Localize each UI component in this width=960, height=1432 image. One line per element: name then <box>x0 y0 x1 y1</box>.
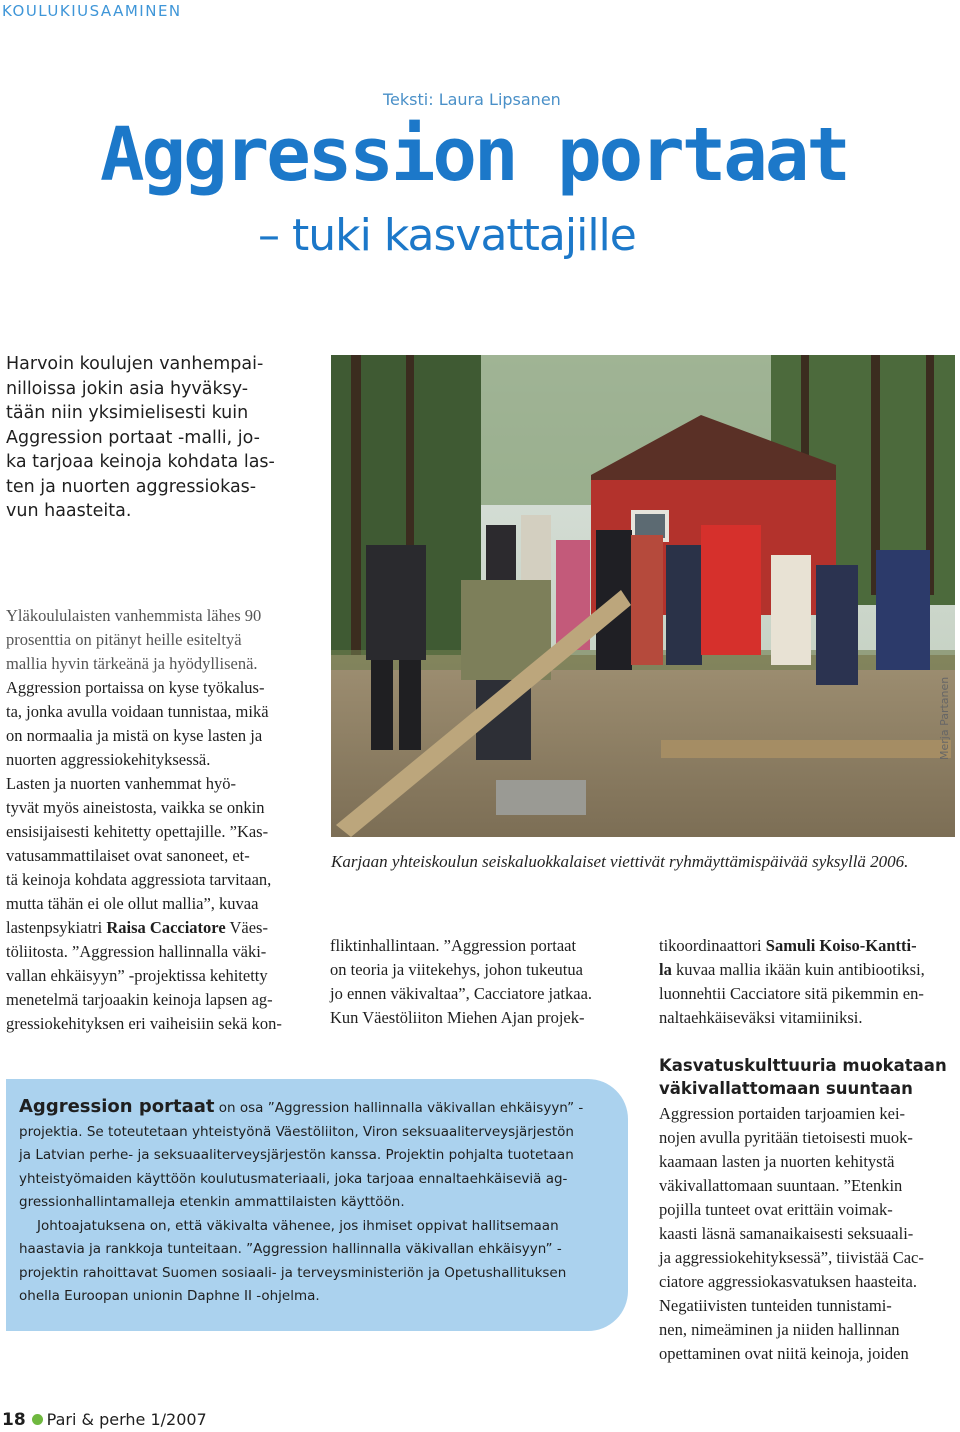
body-line: vatusammattilaiset ovat sanoneet, et- <box>6 846 250 865</box>
body-line: töliitosta. ”Aggression hallinnalla väki- <box>6 942 267 961</box>
body-line: nen, nimeäminen ja niiden hallinnan <box>659 1320 900 1339</box>
body-line: Negatiivisten tunteiden tunnistami- <box>659 1296 892 1315</box>
body-line: ciatore aggressiokasvatuksen haasteita. <box>659 1272 917 1291</box>
body-line: Yläkoululaisten vanhemmista lähes 90 <box>6 606 262 625</box>
body-line: kaamaan lasten ja nuorten kehitystä <box>659 1152 895 1171</box>
subheading-line: Kasvatuskulttuuria muokataan <box>659 1056 947 1075</box>
magazine-issue: Pari & perhe 1/2007 <box>46 1410 207 1429</box>
info-text: on osa ”Aggression hallinnalla väkivallan ehkäisyyn” - <box>218 1100 584 1116</box>
body-line <box>6 916 282 940</box>
info-line: yhteistyömaiden käyttöön koulutusmateriaali, joka tarjoaa ennaltaehkäiseviä ag- <box>19 1170 568 1187</box>
info-line: haastavia ja rankkoja tunteitaan. ”Aggression hallinnalla väkivallan ehkäisyyn” - <box>19 1241 562 1257</box>
body-line <box>659 958 925 982</box>
section-tag: KOULUKIUSAAMINEN <box>2 2 182 20</box>
info-line: ja Latvian perhe- ja seksuaaliterveysjärjestön kanssa. Projektin pohjalta tuotetaan <box>19 1147 574 1163</box>
info-box-heading: Aggression portaat <box>19 1096 215 1117</box>
body-line: naltaehkäiseväksi vitamiiniksi. <box>659 1008 863 1027</box>
body-line: väkivallattomaan suuntaan. ”Etenkin <box>659 1176 903 1195</box>
page-number: 18 <box>2 1410 26 1430</box>
body-line: Lasten ja nuorten vanhemmat hyö- <box>6 774 237 793</box>
info-line: Johtoajatuksena on, että väkivalta vähenee, jos ihmiset oppivat hallitsemaan <box>37 1217 559 1234</box>
body-line: tyvät myös aineistosta, vaikka se onkin <box>6 798 265 817</box>
info-box-text <box>19 1095 583 1309</box>
body-line: ta, jonka avulla voidaan tunnistaa, mikä <box>6 702 269 721</box>
body-line: on normaalia ja mistä on kyse lasten ja <box>6 726 263 745</box>
body-line: tä keinoja kohdata aggressiota tarvitaan, <box>6 870 272 889</box>
info-line <box>19 1095 583 1121</box>
lead-paragraph <box>6 352 306 524</box>
lead-line: Aggression portaat -malli, jo- <box>6 427 260 448</box>
lead-line: Harvoin koulujen vanhempai- <box>6 354 264 374</box>
lead-line: nilloissa jokin asia hyväksy- <box>6 378 249 399</box>
body-line: prosenttia on pitänyt heille esiteltyä <box>6 630 242 649</box>
body-line: vallan ehkäisyyn” -projektissa kehitetty <box>6 966 268 985</box>
green-dot-icon <box>32 1414 43 1425</box>
body-line <box>659 934 925 958</box>
body-line: ja aggressiokehityksessä”, tiivistää Cac- <box>659 1248 924 1267</box>
body-line: menetelmä tarjoaakin keinoja lapsen ag- <box>6 990 273 1009</box>
section-subheading <box>659 1054 947 1100</box>
body-text: kuvaa mallia ikään kuin antibiootiksi, <box>675 960 925 979</box>
body-line: nuorten aggressiokehityksessä. <box>6 750 211 769</box>
lead-line: ten ja nuorten aggressiokas- <box>6 476 257 497</box>
body-text: lastenpsykiatri <box>6 918 103 937</box>
body-line: kaasti läsnä samanaikaisesti seksuaali- <box>659 1224 914 1243</box>
subheading-line: väkivallattomaan suuntaan <box>659 1079 913 1098</box>
body-text: tikoordinaattori <box>659 936 762 955</box>
lead-line: vun haasteita. <box>6 501 132 521</box>
body-line: Aggression portaissa on kyse työkalus- <box>6 678 265 697</box>
body-text: Väes- <box>229 918 268 937</box>
photo-credit: Merja Partanen <box>938 676 951 760</box>
info-line: ohella Euroopan unionin Daphne II -ohjelma. <box>19 1288 320 1304</box>
body-line: jo ennen väkivaltaa”, Cacciatore jatkaa. <box>330 984 593 1003</box>
page-footer <box>2 1410 207 1430</box>
info-line: projektin rahoittavat Suomen sosiaali- ja terveysministeriön ja Opetushallituksen <box>19 1264 567 1281</box>
info-line: gressionhallintamalleja etenkin ammattilaisten käyttöön. <box>19 1194 405 1210</box>
body-line: opettaminen ovat niitä keinoja, joiden <box>659 1344 909 1363</box>
group-photo <box>331 355 955 837</box>
person-name: Samuli Koiso-Kantti- <box>765 936 917 955</box>
body-column-3 <box>659 934 925 1030</box>
body-line: luonnehtii Cacciatore sitä pikemmin en- <box>659 984 924 1003</box>
person-name: la <box>659 960 672 979</box>
body-line: fliktinhallintaan. ”Aggression portaat <box>330 936 577 955</box>
body-line: gressiokehityksen eri vaiheisiin sekä kon- <box>6 1014 282 1033</box>
body-line: mutta tähän ei ole ollut mallia”, kuvaa <box>6 894 259 913</box>
body-column-2 <box>330 934 592 1030</box>
body-line: Kun Väestöliiton Miehen Ajan projek- <box>330 1008 585 1027</box>
body-column-1 <box>6 604 282 1036</box>
info-line: projektia. Se toteutetaan yhteistyönä Väestöliiton, Viron seksuaaliterveysjärjestön <box>19 1123 574 1140</box>
byline: Teksti: Laura Lipsanen <box>383 90 561 109</box>
body-column-4 <box>659 1102 924 1366</box>
person-name: Raisa Cacciatore <box>106 918 226 937</box>
body-line: pojilla tunteet ovat erittäin voimak- <box>659 1200 893 1219</box>
body-line: nojen avulla pyritään tietoisesti muok- <box>659 1128 913 1147</box>
body-line: on teoria ja viitekehys, johon tukeutua <box>330 960 583 979</box>
body-line: ensisijaisesti kehitetty opettajille. ”Kas- <box>6 822 269 841</box>
body-line: Aggression portaiden tarjoamien kei- <box>659 1104 906 1123</box>
article-title: Aggression portaat <box>100 112 848 198</box>
lead-line: ka tarjoaa keinoja kohdata las- <box>6 452 275 472</box>
article-subtitle: – tuki kasvattajille <box>258 210 636 261</box>
photo-caption: Karjaan yhteiskoulun seiskaluokkalaiset viettivät ryhmäyttämispäivää syksyllä 2006. <box>331 852 909 871</box>
lead-line: tään niin yksimielisesti kuin <box>6 403 249 423</box>
body-line: mallia hyvin tärkeänä ja hyödyllisenä. <box>6 654 258 673</box>
